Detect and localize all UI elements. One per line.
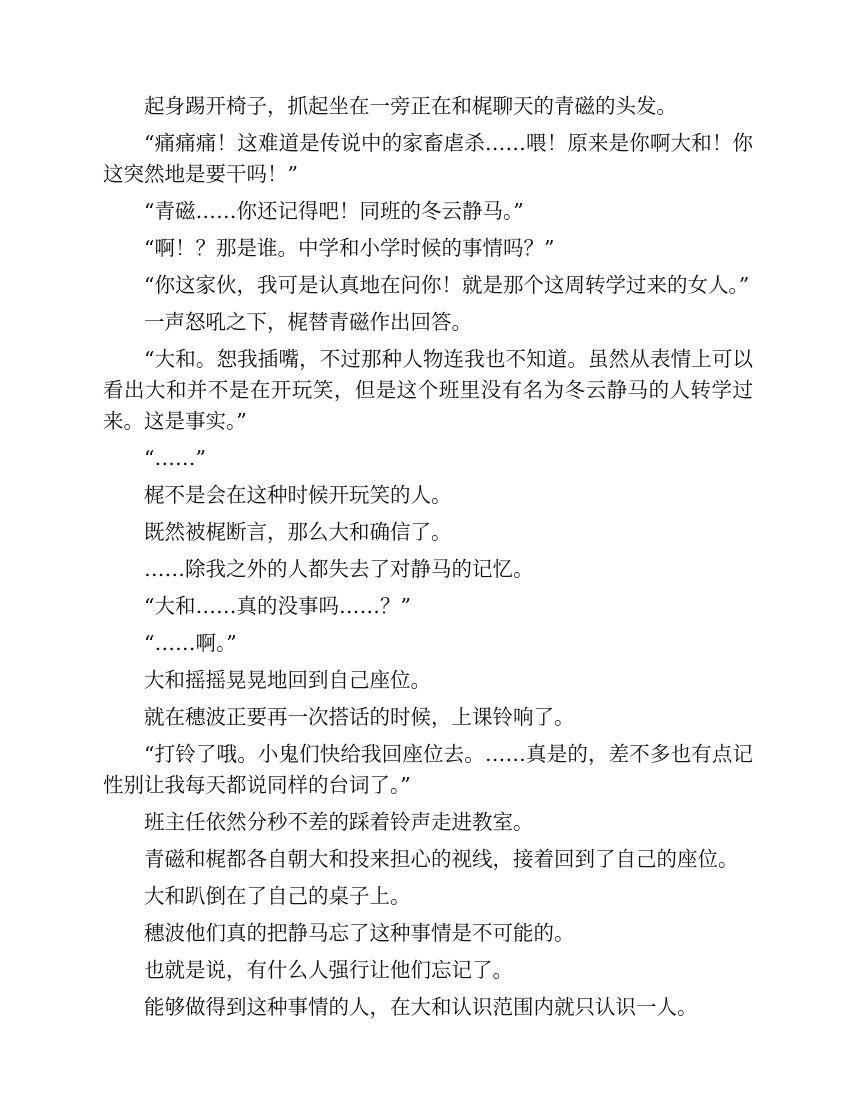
paragraph: “……啊。” <box>144 631 237 655</box>
text-body <box>103 91 753 1029</box>
paragraph: 青磁和梶都各自朝大和投来担心的视线，接着回到了自己的座位。 <box>144 847 739 871</box>
paragraph: “大和……真的没事吗……？” <box>144 594 411 618</box>
paragraph: “青磁……你还记得吧！同班的冬云静马。” <box>144 199 524 223</box>
paragraph: “痛痛痛！这难道是传说中的家畜虐杀……喂！原来是你啊大和！你这突然地是要干吗！” <box>103 131 753 186</box>
paragraph: 就在穗波正要再一次搭话的时候，上课铃响了。 <box>144 705 575 729</box>
paragraph: 能够做得到这种事情的人，在大和认识范围内就只认识一人。 <box>144 995 698 1019</box>
paragraph: 起身踢开椅子，抓起坐在一旁正在和梶聊天的青磁的头发。 <box>144 94 677 118</box>
paragraph: 大和趴倒在了自己的桌子上。 <box>144 884 411 908</box>
paragraph: 梶不是会在这种时候开玩笑的人。 <box>144 483 452 507</box>
paragraph: 班主任依然分秒不差的踩着铃声走进教室。 <box>144 810 534 834</box>
paragraph: “你这家伙，我可是认真地在问你！就是那个这周转学过来的女人。” <box>144 273 750 297</box>
paragraph: 穗波他们真的把静马忘了这种事情是不可能的。 <box>144 921 575 945</box>
paragraph: “……” <box>144 446 206 470</box>
paragraph: “大和。恕我插嘴，不过那种人物连我也不知道。虽然从表情上可以看出大和并不是在开玩笑，但是这个班里没有名为冬云静马的人转学过来。这是事实。” <box>103 347 753 433</box>
paragraph: 一声怒吼之下，梶替青磁作出回答。 <box>144 310 472 334</box>
paragraph: “打铃了哦。小鬼们快给我回座位去。……真是的，差不多也有点记性别让我每天都说同样的台词了。” <box>103 742 753 797</box>
paragraph: “啊！？那是谁。中学和小学时候的事情吗？” <box>144 236 555 260</box>
paragraph: ……除我之外的人都失去了对静马的记忆。 <box>144 557 534 581</box>
paragraph: 也就是说，有什么人强行让他们忘记了。 <box>144 958 513 982</box>
paragraph: 既然被梶断言，那么大和确信了。 <box>144 520 452 544</box>
paragraph: 大和摇摇晃晃地回到自己座位。 <box>144 668 431 692</box>
